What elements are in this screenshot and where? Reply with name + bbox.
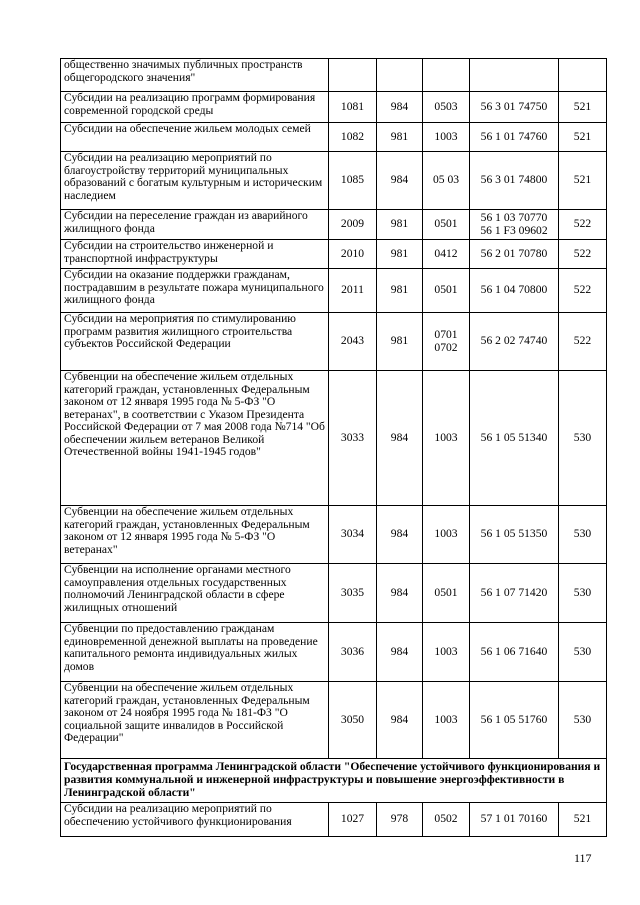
- table-row: [61, 152, 607, 210]
- code-cell: 2009: [329, 210, 377, 240]
- glava-cell: 984: [377, 623, 423, 682]
- table-row: [61, 623, 607, 682]
- table-row: [61, 313, 607, 371]
- section-cell: 0501: [423, 210, 470, 240]
- table-row: [61, 210, 607, 240]
- section-cell: 1003: [423, 371, 470, 506]
- section-cell: 1003: [423, 123, 470, 152]
- section-cell: 0501: [423, 269, 470, 313]
- target-article-line: 56 1 03 70770: [480, 211, 548, 224]
- expense-type-cell: 521: [559, 123, 607, 152]
- target-article-cell: 57 1 01 70160: [470, 803, 559, 837]
- glava-cell: 984: [377, 564, 423, 623]
- glava-cell: [377, 59, 423, 92]
- expense-type-cell: 521: [559, 803, 607, 837]
- section-cell: [423, 59, 470, 92]
- glava-cell: 981: [377, 123, 423, 152]
- glava-cell: 984: [377, 682, 423, 759]
- code-cell: [329, 59, 377, 92]
- expense-type-cell: 522: [559, 210, 607, 240]
- budget-table: [60, 58, 607, 837]
- row-name-cell: Субсидии на строительство инженерной и транспортной инфраструктуры: [61, 240, 329, 269]
- glava-cell: 981: [377, 269, 423, 313]
- row-name-cell: Субвенции на исполнение органами местного самоуправления отдельных государственных полномочий Ленинградской области в сфере жилищных отношений: [61, 564, 329, 623]
- target-article-cell: 56 2 01 70780: [470, 240, 559, 269]
- glava-cell: 981: [377, 240, 423, 269]
- target-article-cell: 56 1 07 71420: [470, 564, 559, 623]
- section-line: 0701: [434, 328, 458, 341]
- expense-type-cell: 522: [559, 269, 607, 313]
- target-article-cell: 56 1 05 51350: [470, 506, 559, 564]
- target-article-cell: 56 3 01 74750: [470, 92, 559, 123]
- glava-cell: 981: [377, 210, 423, 240]
- glava-cell: 984: [377, 371, 423, 506]
- glava-cell: 978: [377, 803, 423, 837]
- table-row: [61, 564, 607, 623]
- expense-type-cell: 530: [559, 564, 607, 623]
- target-article-line: 56 1 F3 09602: [480, 223, 548, 237]
- target-article-cell: [470, 210, 559, 240]
- glava-cell: 984: [377, 152, 423, 210]
- section-cell: 0502: [423, 803, 470, 837]
- table-row: [61, 506, 607, 564]
- code-cell: 2010: [329, 240, 377, 269]
- expense-type-cell: 530: [559, 682, 607, 759]
- code-cell: 3033: [329, 371, 377, 506]
- code-cell: 3036: [329, 623, 377, 682]
- target-article-cell: 56 1 05 51760: [470, 682, 559, 759]
- target-article-cell: 56 2 02 74740: [470, 313, 559, 371]
- row-name-cell: Субвенции по предоставлению гражданам единовременной денежной выплаты на проведение капитального ремонта индивидуальных жилых домов: [61, 623, 329, 682]
- table-row: [61, 59, 607, 92]
- section-line: 0702: [434, 340, 458, 354]
- section-cell: 0412: [423, 240, 470, 269]
- section-cell: 1003: [423, 506, 470, 564]
- code-cell: 3050: [329, 682, 377, 759]
- table-row: [61, 803, 607, 837]
- glava-cell: 984: [377, 92, 423, 123]
- expense-type-cell: 521: [559, 92, 607, 123]
- target-article-cell: 56 1 05 51340: [470, 371, 559, 506]
- code-cell: 3035: [329, 564, 377, 623]
- target-article-cell: [470, 59, 559, 92]
- row-name-cell: Субсидии на реализацию программ формирования современной городской среды: [61, 92, 329, 123]
- program-header-row: [61, 759, 607, 803]
- table-row: [61, 269, 607, 313]
- target-article-cell: 56 1 06 71640: [470, 623, 559, 682]
- code-cell: 1027: [329, 803, 377, 837]
- section-cell: 0501: [423, 564, 470, 623]
- row-name-cell: Субвенции на обеспечение жильем отдельных категорий граждан, установленных Федеральным законом от 24 ноября 1995 года № 181-ФЗ "О социальной защите инвалидов в Российской Федерации": [61, 682, 329, 759]
- code-cell: 1082: [329, 123, 377, 152]
- target-article-cell: 56 1 04 70800: [470, 269, 559, 313]
- target-article-cell: 56 3 01 74800: [470, 152, 559, 210]
- code-cell: 2011: [329, 269, 377, 313]
- program-header: Государственная программа Ленинградской области "Обеспечение устойчивого функционирования и развития коммунальной и инженерной инфраструктуры и повышение энергоэффективности в Ленинградской области": [61, 759, 607, 803]
- section-cell: [423, 313, 470, 371]
- row-name-cell: Субсидии на реализацию мероприятий по обеспечению устойчивого функционирования: [61, 803, 329, 837]
- table-row: [61, 240, 607, 269]
- code-cell: 3034: [329, 506, 377, 564]
- expense-type-cell: 530: [559, 623, 607, 682]
- expense-type-cell: 522: [559, 313, 607, 371]
- row-name-cell: Субвенции на обеспечение жильем отдельных категорий граждан, установленных Федеральным законом от 12 января 1995 года № 5-ФЗ "О ветеранах", в соответствии с Указом Президента Российской Федерации от 7 мая 2008 года №714 "Об обеспечении жильем ветеранов Великой Отечественной войны 1941-1945 годов": [61, 371, 329, 506]
- expense-type-cell: [559, 59, 607, 92]
- table-row: [61, 371, 607, 506]
- section-cell: 0503: [423, 92, 470, 123]
- table-row: [61, 682, 607, 759]
- table-row: [61, 92, 607, 123]
- row-name-cell: общественно значимых публичных пространств общегородского значения": [61, 59, 329, 92]
- section-cell: 1003: [423, 623, 470, 682]
- glava-cell: 981: [377, 313, 423, 371]
- section-cell: 05 03: [423, 152, 470, 210]
- row-name-cell: Субсидии на переселение граждан из аварийного жилищного фонда: [61, 210, 329, 240]
- table-row: [61, 123, 607, 152]
- row-name-cell: Субсидии на оказание поддержки гражданам, пострадавшим в результате пожара муниципального жилищного фонда: [61, 269, 329, 313]
- code-cell: 1081: [329, 92, 377, 123]
- code-cell: 1085: [329, 152, 377, 210]
- expense-type-cell: 522: [559, 240, 607, 269]
- row-name-cell: Субвенции на обеспечение жильем отдельных категорий граждан, установленных Федеральным законом от 12 января 1995 года № 5-ФЗ "О ветеранах": [61, 506, 329, 564]
- expense-type-cell: 530: [559, 371, 607, 506]
- code-cell: 2043: [329, 313, 377, 371]
- row-name-cell: Субсидии на реализацию мероприятий по благоустройству территорий муниципальных образований с богатым культурным и историческим наследием: [61, 152, 329, 210]
- expense-type-cell: 530: [559, 506, 607, 564]
- target-article-cell: 56 1 01 74760: [470, 123, 559, 152]
- row-name-cell: Субсидии на мероприятия по стимулированию программ развития жилищного строительства субъектов Российской Федерации: [61, 313, 329, 371]
- row-name-cell: Субсидии на обеспечение жильем молодых семей: [61, 123, 329, 152]
- expense-type-cell: 521: [559, 152, 607, 210]
- section-cell: 1003: [423, 682, 470, 759]
- page-number: 117: [574, 851, 592, 865]
- glava-cell: 984: [377, 506, 423, 564]
